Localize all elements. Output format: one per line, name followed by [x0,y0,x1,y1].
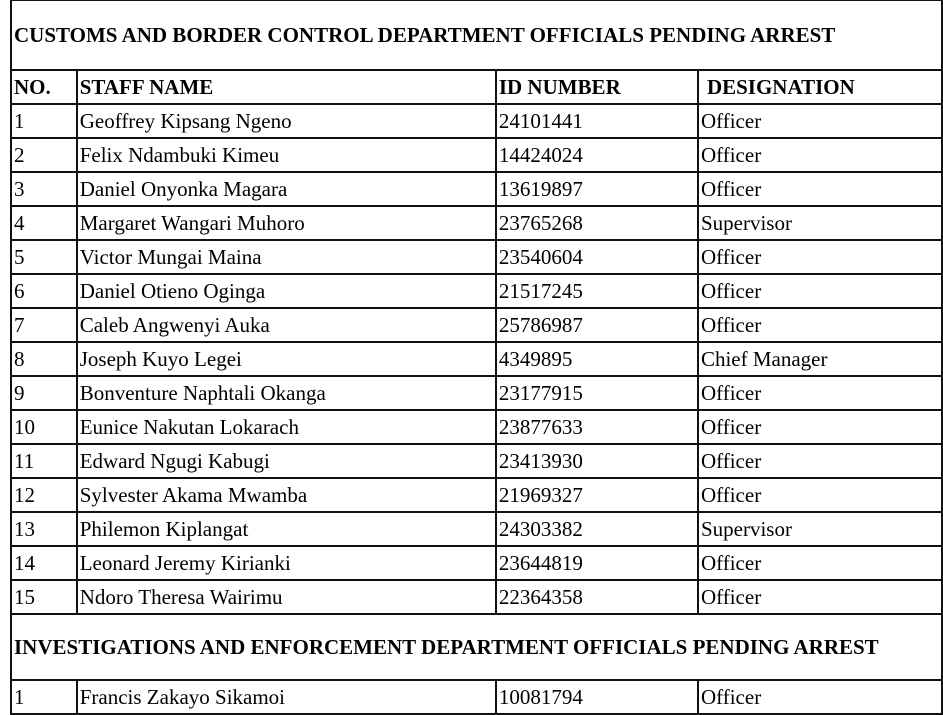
cell-staff-name: Joseph Kuyo Legei [77,342,496,376]
cell-no: 7 [11,308,77,342]
section-title-row [11,0,942,70]
table-row [11,342,942,376]
cell-designation: Officer [698,580,942,614]
cell-designation: Officer [698,478,942,512]
cell-no: 5 [11,240,77,274]
cell-staff-name: Daniel Onyonka Magara [77,172,496,206]
cell-designation: Officer [698,274,942,308]
cell-designation: Supervisor [698,206,942,240]
cell-id-number: 24101441 [496,104,698,138]
cell-no: 8 [11,342,77,376]
cell-id-number: 23413930 [496,444,698,478]
cell-designation: Officer [698,546,942,580]
table-row [11,376,942,410]
cell-id-number: 25786987 [496,308,698,342]
cell-staff-name: Victor Mungai Maina [77,240,496,274]
cell-id-number: 23765268 [496,206,698,240]
column-header-staff-name: STAFF NAME [77,70,496,104]
cell-no: 3 [11,172,77,206]
cell-designation: Officer [698,680,942,714]
cell-id-number: 10081794 [496,680,698,714]
cell-no: 1 [11,104,77,138]
cell-id-number: 13619897 [496,172,698,206]
table-row [11,580,942,614]
officials-table [10,0,943,715]
cell-staff-name: Philemon Kiplangat [77,512,496,546]
cell-id-number: 24303382 [496,512,698,546]
column-header-no: NO. [11,70,77,104]
cell-staff-name: Bonventure Naphtali Okanga [77,376,496,410]
cell-no: 10 [11,410,77,444]
cell-designation: Officer [698,138,942,172]
cell-staff-name: Margaret Wangari Muhoro [77,206,496,240]
cell-staff-name: Caleb Angwenyi Auka [77,308,496,342]
cell-staff-name: Ndoro Theresa Wairimu [77,580,496,614]
cell-staff-name: Sylvester Akama Mwamba [77,478,496,512]
column-header-id-number: ID NUMBER [496,70,698,104]
cell-no: 4 [11,206,77,240]
cell-id-number: 23877633 [496,410,698,444]
cell-designation: Officer [698,308,942,342]
cell-designation: Officer [698,410,942,444]
officials-table-body [11,0,942,714]
cell-no: 11 [11,444,77,478]
cell-id-number: 4349895 [496,342,698,376]
cell-no: 15 [11,580,77,614]
table-row [11,546,942,580]
section-title-row [11,614,942,680]
cell-designation: Officer [698,172,942,206]
cell-designation: Supervisor [698,512,942,546]
cell-no: 2 [11,138,77,172]
table-row [11,206,942,240]
cell-staff-name: Daniel Otieno Oginga [77,274,496,308]
cell-designation: Officer [698,376,942,410]
cell-no: 12 [11,478,77,512]
cell-no: 14 [11,546,77,580]
table-row [11,138,942,172]
cell-no: 9 [11,376,77,410]
cell-id-number: 22364358 [496,580,698,614]
column-header-row [11,70,942,104]
cell-id-number: 23177915 [496,376,698,410]
cell-id-number: 23540604 [496,240,698,274]
cell-staff-name: Eunice Nakutan Lokarach [77,410,496,444]
cell-no: 6 [11,274,77,308]
cell-staff-name: Felix Ndambuki Kimeu [77,138,496,172]
cell-designation: Officer [698,104,942,138]
table-row [11,680,942,714]
cell-staff-name: Leonard Jeremy Kirianki [77,546,496,580]
cell-no: 1 [11,680,77,714]
cell-staff-name: Edward Ngugi Kabugi [77,444,496,478]
cell-no: 13 [11,512,77,546]
cell-id-number: 14424024 [496,138,698,172]
column-header-designation: DESIGNATION [698,70,942,104]
table-row [11,274,942,308]
table-row [11,444,942,478]
cell-id-number: 21517245 [496,274,698,308]
cell-designation: Officer [698,444,942,478]
table-row [11,410,942,444]
cell-id-number: 21969327 [496,478,698,512]
table-row [11,172,942,206]
table-row [11,308,942,342]
table-row [11,104,942,138]
section-title: INVESTIGATIONS AND ENFORCEMENT DEPARTMENT OFFICIALS PENDING ARREST [11,614,942,680]
section-title: CUSTOMS AND BORDER CONTROL DEPARTMENT OFFICIALS PENDING ARREST [11,0,942,70]
cell-designation: Chief Manager [698,342,942,376]
table-row [11,240,942,274]
table-row [11,512,942,546]
cell-staff-name: Francis Zakayo Sikamoi [77,680,496,714]
cell-id-number: 23644819 [496,546,698,580]
table-row [11,478,942,512]
cell-staff-name: Geoffrey Kipsang Ngeno [77,104,496,138]
cell-designation: Officer [698,240,942,274]
